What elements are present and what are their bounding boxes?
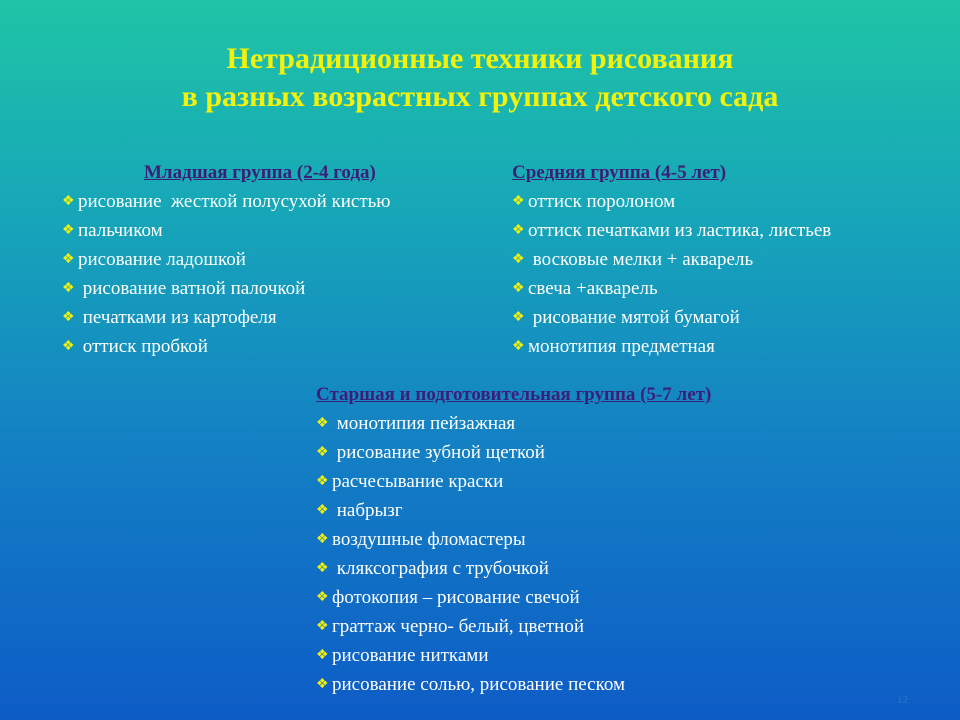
- diamond-bullet-icon: ❖: [512, 281, 525, 296]
- diamond-bullet-icon: ❖: [316, 619, 329, 634]
- list-item-text: печатками из картофеля: [78, 307, 277, 328]
- list-item-text: оттиск поролоном: [528, 191, 676, 212]
- junior-group-section: [62, 158, 391, 361]
- diamond-bullet-icon: ❖: [316, 532, 329, 547]
- list-item-text: рисование солью, рисование песком: [332, 674, 626, 695]
- list-item: [62, 187, 391, 216]
- title-line-1: Нетрадиционные техники рисования: [226, 42, 734, 75]
- middle-group-heading: Средняя группа (4-5 лет): [512, 162, 727, 183]
- diamond-bullet-icon: ❖: [512, 252, 525, 267]
- list-item: [316, 583, 711, 612]
- list-item-text: оттиск пробкой: [78, 336, 208, 357]
- list-item-text: рисование зубной щеткой: [332, 442, 545, 463]
- diamond-bullet-icon: ❖: [316, 474, 329, 489]
- diamond-bullet-icon: ❖: [62, 281, 75, 296]
- list-item: [316, 467, 711, 496]
- senior-group-section: [316, 380, 711, 699]
- diamond-bullet-icon: ❖: [316, 416, 329, 431]
- diamond-bullet-icon: ❖: [512, 310, 525, 325]
- list-item-text: оттиск печатками из ластика, листьев: [528, 220, 832, 241]
- list-item: [62, 303, 391, 332]
- diamond-bullet-icon: ❖: [512, 223, 525, 238]
- page-number: 12: [897, 694, 908, 706]
- list-item: [512, 274, 831, 303]
- diamond-bullet-icon: ❖: [316, 648, 329, 663]
- list-item-text: кляксография с трубочкой: [332, 558, 549, 579]
- diamond-bullet-icon: ❖: [316, 445, 329, 460]
- list-item-text: набрызг: [332, 500, 403, 521]
- list-item: [62, 216, 391, 245]
- list-item-text: рисование ватной палочкой: [78, 278, 306, 299]
- slide-title: [0, 40, 960, 116]
- junior-group-heading: Младшая группа (2-4 года): [144, 162, 376, 183]
- title-line-2: в разных возрастных группах детского сада: [181, 80, 779, 113]
- diamond-bullet-icon: ❖: [316, 677, 329, 692]
- list-item: [316, 525, 711, 554]
- list-item-text: пальчиком: [78, 220, 163, 241]
- diamond-bullet-icon: ❖: [316, 503, 329, 518]
- list-item-text: рисование жесткой полусухой кистью: [78, 191, 391, 212]
- list-item: [316, 409, 711, 438]
- diamond-bullet-icon: ❖: [62, 339, 75, 354]
- diamond-bullet-icon: ❖: [316, 590, 329, 605]
- junior-group-list: [62, 187, 391, 361]
- list-item-text: граттаж черно- белый, цветной: [332, 616, 584, 637]
- list-item: [316, 496, 711, 525]
- list-item: [316, 641, 711, 670]
- list-item: [512, 187, 831, 216]
- list-item-text: расчесывание краски: [332, 471, 504, 492]
- list-item: [316, 438, 711, 467]
- middle-group-section: [512, 158, 831, 361]
- list-item: [62, 332, 391, 361]
- list-item-text: монотипия пейзажная: [332, 413, 516, 434]
- list-item: [316, 554, 711, 583]
- list-item-text: свеча +акварель: [528, 278, 658, 299]
- diamond-bullet-icon: ❖: [62, 194, 75, 209]
- list-item: [316, 612, 711, 641]
- diamond-bullet-icon: ❖: [62, 252, 75, 267]
- senior-group-list: [316, 409, 711, 699]
- senior-group-heading: Старшая и подготовительная группа (5-7 лет): [316, 384, 712, 405]
- list-item: [512, 332, 831, 361]
- list-item-text: рисование ладошкой: [78, 249, 246, 270]
- list-item-text: воздушные фломастеры: [332, 529, 526, 550]
- middle-group-list: [512, 187, 831, 361]
- list-item: [316, 670, 711, 699]
- diamond-bullet-icon: ❖: [512, 194, 525, 209]
- list-item: [62, 245, 391, 274]
- list-item: [512, 216, 831, 245]
- list-item-text: монотипия предметная: [528, 336, 715, 357]
- diamond-bullet-icon: ❖: [62, 223, 75, 238]
- diamond-bullet-icon: ❖: [62, 310, 75, 325]
- diamond-bullet-icon: ❖: [316, 561, 329, 576]
- list-item: [62, 274, 391, 303]
- list-item-text: восковые мелки + акварель: [528, 249, 754, 270]
- list-item-text: рисование нитками: [332, 645, 489, 666]
- diamond-bullet-icon: ❖: [512, 339, 525, 354]
- list-item: [512, 303, 831, 332]
- list-item: [512, 245, 831, 274]
- list-item-text: рисование мятой бумагой: [528, 307, 740, 328]
- list-item-text: фотокопия – рисование свечой: [332, 587, 580, 608]
